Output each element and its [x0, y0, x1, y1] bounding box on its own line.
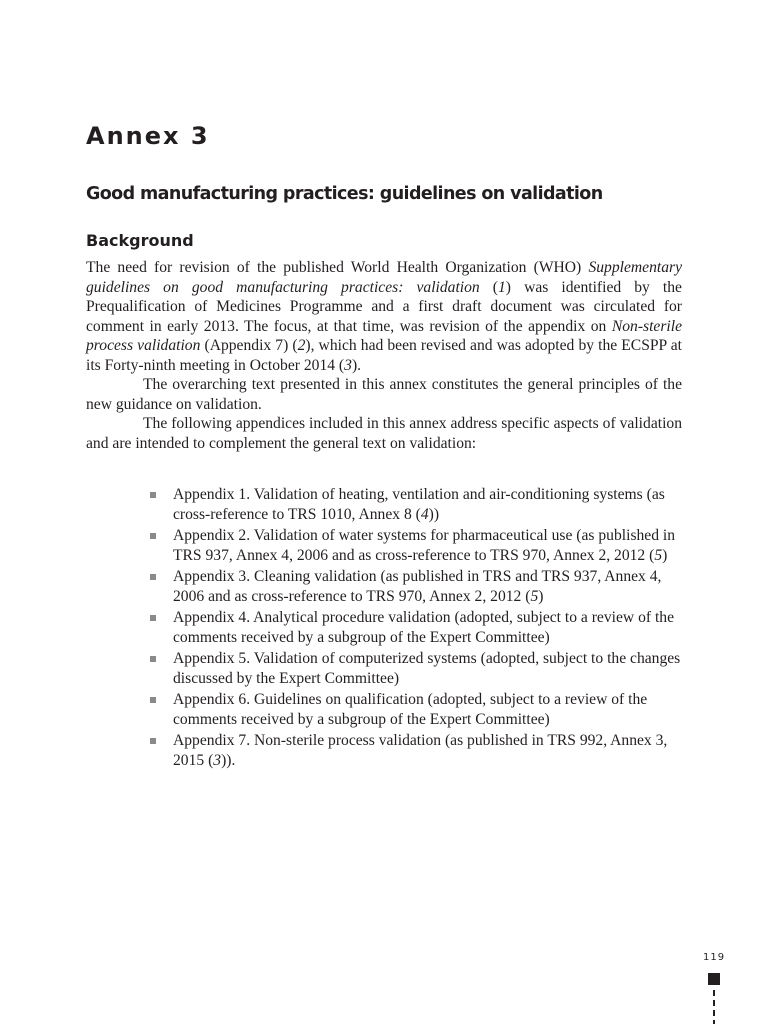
square-bullet-icon — [150, 656, 156, 662]
paragraph-3: The following appendices included in this annex address specific aspects of validation and are intended to complement the general text on validation: — [86, 415, 682, 452]
reference: 2 — [297, 337, 306, 354]
page-marker-square-icon — [708, 973, 720, 985]
reference: 5 — [530, 587, 539, 605]
annex-title: Annex 3 — [86, 122, 210, 150]
square-bullet-icon — [150, 492, 156, 498]
reference: 5 — [654, 546, 663, 564]
document-title: Good manufacturing practices: guidelines on validation — [86, 184, 603, 204]
list-item: Appendix 6. Guidelines on qualification (adopted, subject to a review of the comments received by a subgroup of the Expert Committee) — [144, 690, 684, 729]
appendix-title: Non-sterile process validation — [86, 317, 682, 354]
page-marker-dashed-line — [713, 990, 715, 1024]
reference: 1 — [498, 278, 506, 296]
square-bullet-icon — [150, 574, 156, 580]
square-bullet-icon — [150, 697, 156, 703]
list-item: Appendix 2. Validation of water systems for pharmaceutical use (as published in TRS 937, Annex 4, 2006 and as cross-reference to TRS 970, Annex 2, 2012 (5) — [144, 526, 684, 565]
square-bullet-icon — [150, 615, 156, 621]
list-item: Appendix 1. Validation of heating, ventilation and air-conditioning systems (as cross-reference to TRS 1010, Annex 8 (4)) — [144, 485, 684, 524]
guideline-title: Supplementary guidelines on good manufacturing practices: validation — [86, 259, 682, 296]
list-item: Appendix 3. Cleaning validation (as published in TRS and TRS 937, Annex 4, 2006 and as cross-reference to TRS 970, Annex 2, 2012 (5) — [144, 567, 684, 606]
paragraph-1: The need for revision of the published World Health Organization (WHO) Supplementary guidelines on good manufacturing practices: validation (1) was identified by the Prequalification of Medicines Programme and a first draft document was circulated for comment in early 2013. The focus, at that time, was revision of the appendix on Non-sterile process validation (Appendix 7) (2), which had been revised and was adopted by the ECSPP at its Forty-ninth meeting in October 2014 (3). — [86, 259, 682, 374]
list-item: Appendix 5. Validation of computerized systems (adopted, subject to the changes discussed by the Expert Committee) — [144, 649, 684, 688]
appendix-list — [144, 485, 684, 772]
list-item: Appendix 7. Non-sterile process validation (as published in TRS 992, Annex 3, 2015 (3)). — [144, 731, 684, 770]
page-number: 119 — [703, 952, 726, 963]
square-bullet-icon — [150, 738, 156, 744]
reference: 3 — [213, 751, 222, 769]
list-item: Appendix 4. Analytical procedure validation (adopted, subject to a review of the comments received by a subgroup of the Expert Committee) — [144, 608, 684, 647]
square-bullet-icon — [150, 533, 156, 539]
section-heading: Background — [86, 231, 194, 250]
body-text — [86, 258, 682, 453]
reference: 4 — [420, 505, 429, 523]
reference: 3 — [344, 356, 352, 374]
paragraph-2: The overarching text presented in this annex constitutes the general principles of the new guidance on validation. — [86, 376, 682, 413]
